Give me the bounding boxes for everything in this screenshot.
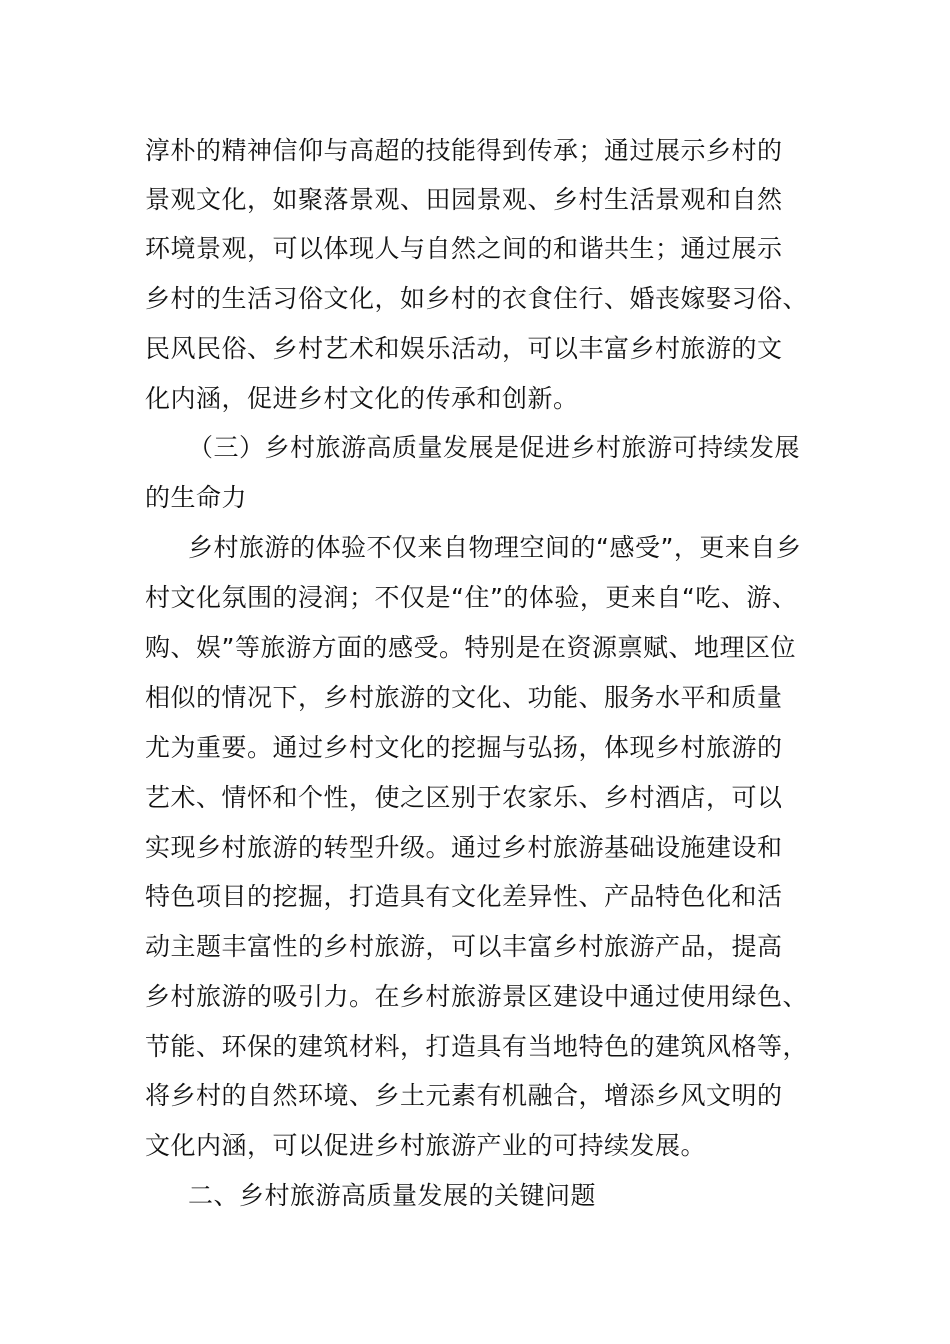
paragraph-line: 艺术、情怀和个性，使之区别于农家乐、乡村酒店，可以	[145, 783, 783, 812]
paragraph-line: 实现乡村旅游的转型升级。通过乡村旅游基础设施建设和	[145, 833, 783, 862]
paragraph-line: 动主题丰富性的乡村旅游，可以丰富乡村旅游产品，提高	[145, 932, 783, 961]
subsection-heading: （三）乡村旅游高质量发展是促进乡村旅游可持续发展	[188, 433, 801, 462]
paragraph-line: 节能、环保的建筑材料，打造具有当地特色的建筑风格等，	[145, 1032, 809, 1061]
paragraph-line: 村文化氛围的浸润；不仅是“住”的体验，更来自“吃、游、	[145, 583, 798, 612]
section-heading: 二、乡村旅游高质量发展的关键问题	[188, 1181, 597, 1210]
paragraph-line: 特色项目的挖掘，打造具有文化差异性、产品特色化和活	[145, 882, 783, 911]
paragraph-line: 文化内涵，可以促进乡村旅游产业的可持续发展。	[145, 1131, 707, 1160]
paragraph-line: 尤为重要。通过乡村文化的挖掘与弘扬，体现乡村旅游的	[145, 733, 783, 762]
paragraph-line: 淳朴的精神信仰与高超的技能得到传承；通过展示乡村的	[145, 136, 783, 165]
paragraph-line: 化内涵，促进乡村文化的传承和创新。	[145, 384, 579, 413]
paragraph-line: 乡村旅游的吸引力。在乡村旅游景区建设中通过使用绿色、	[145, 982, 809, 1011]
paragraph-line: 乡村的生活习俗文化，如乡村的衣食住行、婚丧嫁娶习俗、	[145, 284, 809, 313]
paragraph-line: 景观文化，如聚落景观、田园景观、乡村生活景观和自然	[145, 185, 783, 214]
paragraph-line: 将乡村的自然环境、乡土元素有机融合，增添乡风文明的	[145, 1081, 783, 1110]
subsection-heading-cont: 的生命力	[145, 483, 248, 512]
paragraph-line: 乡村旅游的体验不仅来自物理空间的“感受”，更来自乡	[188, 533, 802, 562]
paragraph-line: 民风民俗、乡村艺术和娱乐活动，可以丰富乡村旅游的文	[145, 334, 783, 363]
paragraph-line: 相似的情况下，乡村旅游的文化、功能、服务水平和质量	[145, 683, 783, 712]
paragraph-line: 购、娱”等旅游方面的感受。特别是在资源禀赋、地理区位	[145, 633, 796, 662]
paragraph-line: 环境景观，可以体现人与自然之间的和谐共生；通过展示	[145, 234, 783, 263]
